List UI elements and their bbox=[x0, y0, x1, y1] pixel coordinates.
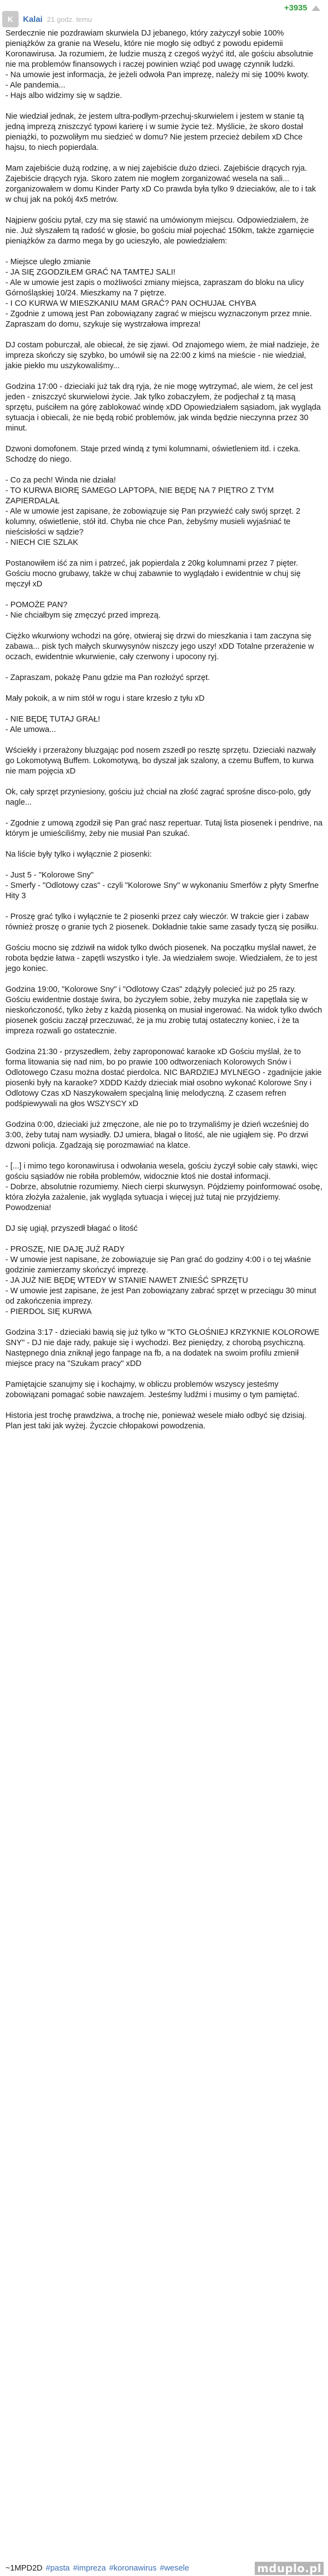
post-footer bbox=[5, 2564, 189, 2573]
post-timestamp: 21 godz. temu bbox=[46, 15, 92, 24]
entry-header bbox=[0, 0, 328, 26]
tag-link[interactable]: #koronawirus bbox=[109, 2564, 157, 2573]
short-link[interactable]: ~1MPD2D bbox=[5, 2564, 43, 2573]
author-row bbox=[2, 11, 92, 27]
tag-link[interactable]: #impreza bbox=[73, 2564, 106, 2573]
avatar[interactable]: K bbox=[2, 11, 19, 27]
author-name[interactable]: Kalai bbox=[23, 14, 43, 24]
post-body: Serdecznie nie pozdrawiam skurwiela DJ jebanego, który zażyczył sobie 100% pieniążków za granie na Weselu, które nie mogło się odbyć z powodu epidemii Koronawirusa. Ja rozumiem, że ludzie muszą z czegoś wyżyć itd, ale gościu absolutnie nie ma problemów finansowych i raczej powinien wziąć pod uwagę czynnik ludzki. - Na umowie jest informacja, że jeżeli odwoła Pan imprezę, należy mi się 100% kwoty. - Ale pandemia... - Hajs albo widzimy się w sądzie. Nie wiedział jednak, że jestem ultra-podłym-przechuj-skurwielem i jestem w stanie tą jedną imprezą zniszczyć typowi karierę i w sumie życie też. Myślicie, że skoro dostał pieniążki, to pozwoliłym mu siedzieć w domu? Nie jestem przecież debilem xD Chce hajsu, to niech popierdala. Mam zajebiście dużą rodzinę, a w niej zajebiście dużo dzieci. Zajebiście drących ryja. Zajebiście drących ryja. Skoro zatem nie mogłem zorganizować wesela na sali... zorganizowałem w domu Kinder Party xD Co prawda była tylko 9 dzieciaków, ale to i tak w chuj jak na pokój 4x5 metrów. Najpierw gościu pytał, czy ma się stawić na umówionym miejscu. Odpowiedziałem, że nie. Już słyszałem tą radość w głosie, bo gościu miał pojechać 150km, także zgarnięcie pieniążków za darmo mega by go ucieszyło, ale powiedziałem: - Miejsce uległo zmianie - JA SIĘ ZGODZIŁEM GRAĆ NA TAMTEJ SALI! - Ale w umowie jest zapis o możliwości zmiany miejsca, zapraszam do bloku na ulicy Górnośląskiej 10/24. Mieszkamy na 7 piętrze. - I CO KURWA W MIESZKANIU MAM GRAĆ? PAN OCHUJAŁ CHYBA - Zgodnie z umową jest Pan zobowiązany zagrać w miejscu wyznaczonym przez mnie. Zapraszam do domu, szykuje się wystrzałowa impreza! DJ costam poburczał, ale obiecał, że się zjawi. Od znajomego wiem, że miał nadzieje, że impreza skończy się szybko, bo umówił się na 22:00 z kimś na mieście - nie wiedział, jakie piekło mu uszykowaliśmy... Godzina 17:00 - dzieciaki już tak drą ryja, że nie mogę wytrzymać, ale wiem, że cel jest jeden - zniszczyć skurwielowi życie. Jak tylko zobaczyłem, że podjechał z tą masą sprzętu, puściłem na górę zablokować windę xDD Opowiedziałem sąsiadom, jak wygląda sytuacja i obiecali, że nie będą robić problemów, jak winda będzie nieczynna przez 30 minut. Dzwoni domofonem. Staje przed windą z tymi kolumnami, oświetleniem itd. i czeka. Schodzę do niego. - Co za pech! Winda nie działa! - TO KURWA BIORĘ SAMEGO LAPTOPA, NIE BĘDĘ NA 7 PIĘTRO Z TYM ZAPIERDALAŁ - Ale w umowie jest zapisane, że zobowiązuje się Pan przywieźć cały swój sprzęt. 2 kolumny, oświetlenie, stół itd. Chyba nie chce Pan, żebyśmy musieli wyjaśniać te nieścisłości w sądzie? - NIECH CIE SZLAK Postanowiłem iść za nim i patrzeć, jak popierdala z 20kg kolumnami przez 7 pięter. Gościu mocno grubawy, także w chuj zabawnie to wyglądało i ewidentnie w chuj się męczył xD - POMOŻE PAN? - Nie chciałbym się zmęczyć przed imprezą. Ciężko wkurwiony wchodzi na górę, otwieraj się drzwi do mieszkania i tam zaczyna się zabawa... pisk tych małych skurwysynów niszczy jego uszy! xDD Totalne przerażenie w oczach, ewidentnie wkurwienie, cały czerwony i upocony ryj. - Zapraszam, pokażę Panu gdzie ma Pan rozłożyć sprzęt. Mały pokoik, a w nim stół w rogu i stare krzesło z tyłu xD - NIE BĘDĘ TUTAJ GRAŁ! - Ale umowa... Wściekły i przerażony bluzgając pod nosem zszedł po resztę sprzętu. Dzieciaki nazwały go Lokomotywą Buffem. Lokomotywą, bo dyszał jak szalony, a czemu Buffem, to kurwa nie mam pojęcia xD Ok, cały sprzęt przyniesiony, gościu już chciał na złość zagrać sprośne disco-polo, gdy nagle... - Zgodnie z umową zgodził się Pan grać nasz repertuar. Tutaj lista piosenek i pendrive, na którym je umieściliśmy, żeby nie musiał Pan szukać. Na liście były tylko i wyłącznie 2 piosenki: - Just 5 - "Kolorowe Sny" - Smerfy - "Odlotowy czas" - czyli "Kolorowe Sny" w wykonaniu Smerfów z płyty Smerfne Hity 3 - Proszę grać tylko i wyłącznie te 2 piosenki przez cały wieczór. W trakcie gier i zabaw również proszę o granie tych 2 piosenek. Dokładnie takie same zasady tyczą się posiłku. Gościu mocno się zdziwił na widok tylko dwóch piosenek. Na początku myślał nawet, że robota będzie łatwa - zapętli wszystko i tyle. Ja wiedziałem swoje. Wiedziałem, że to jest jego koniec. Godzina 19:00, "Kolorowe Sny" i "Odlotowy Czas" zdążyły polecieć już po 25 razy. Gościu ewidentnie dostaje świra, bo życzyłem sobie, żeby muzyka nie zapętlała się w nieskończoność, tylko żeby z każdą piosenką on musiał ingerować. Na widok tylko dwóch piosenek gościu zaczął przeczuwać, że ja mu zrobię tutaj ostateczny koniec, i że ta impreza rozwali go ostatecznie. Godzina 21:30 - przyszedłem, żeby zaproponować karaoke xD Gościu myślał, że to forma litowania się nad nim, bo po prawie 100 odtworzeniach Kolorowych Snów i Odlotowego Czasu można dostać pierdolca. NIC BARDZIEJ MYLNEGO - zgadnijcie jakie piosenki były na karaoke? XDDD Każdy dzieciak miał osobno wykonać Kolorowe Sny i Odlotowy Czas xD Naszykowałem specjalną linię melodyczną. Z czasem refren podśpiewywali na głos WSZYSCY xD Godzina 0:00, dzieciaki już zmęczone, ale nie po to trzymaliśmy je dzień wcześniej do 3:00, żeby tutaj nam wysiadły. DJ umiera, błagał o litość, ale nie ugiąłem się. Po drzwi dzwoni policja. Zgadzają się porozmawiać na klatce. - [...] i mimo tego koronawirusa i odwołania wesela, gościu życzył sobie cały stawki, więc gościu sąsiadów nie robiła problemów, widocznie ktoś nie dostał informacji. - Dobrze, absolutnie rozumiemy. Niech cierpi skurwysyn. Pójdziemy poinformować osobę, która złożyła zażalenie, jak wygląda sytuacja i więcej już tutaj nie przyjdziemy. Powodzenia! DJ się ugiął, przyszedł błagać o litość - PROSZĘ, NIE DAJĘ JUŻ RADY - W umowie jest napisane, że zobowiązuje się Pan grać do godziny 4:00 i o tej właśnie godzinie zamierzamy skończyć imprezę. - JA JUŻ NIE BĘDĘ WTEDY W STANIE NAWET ZNIEŚĆ SPRZĘTU - W umowie jest zapisane, że jest Pan zobowiązany zabrać sprzęt w przeciągu 30 minut od zakończenia imprezy. - PIERDOL SIĘ KURWA Godzina 3:17 - dzieciaki bawią się już tylko w "KTO GŁOŚNIEJ KRZYKNIE KOLOROWE SNY" - DJ nie daje rady, pakuje się i wychodzi. Bez pieniędzy, z chorobą psychiczną. Następnego dnia zniknął jego fanpage na fb, a na dodatek na swoim profilu zmienił miejsce pracy na "Szukam pracy" xDD Pamiętajcie szanujmy się i kochajmy, w obliczu problemów wszyscy jesteśmy zobowiązani pomagać sobie nawzajem. Jesteśmy ludźmi i musimy o tym pamiętać. Historia jest trochę prawdziwa, a trochę nie, ponieważ wesele miało odbyć się dzisiaj. Plan jest taki jak wyżej. Życzcie chłopakowi powodzenia. bbox=[5, 29, 323, 1431]
vote-box bbox=[284, 3, 320, 13]
upvote-arrow-icon[interactable] bbox=[312, 5, 320, 11]
site-watermark: mduplo.pl bbox=[255, 2562, 324, 2575]
tag-link[interactable]: #wesele bbox=[160, 2564, 189, 2573]
tag-link[interactable]: #pasta bbox=[45, 2564, 70, 2573]
vote-count: +3935 bbox=[284, 3, 307, 13]
